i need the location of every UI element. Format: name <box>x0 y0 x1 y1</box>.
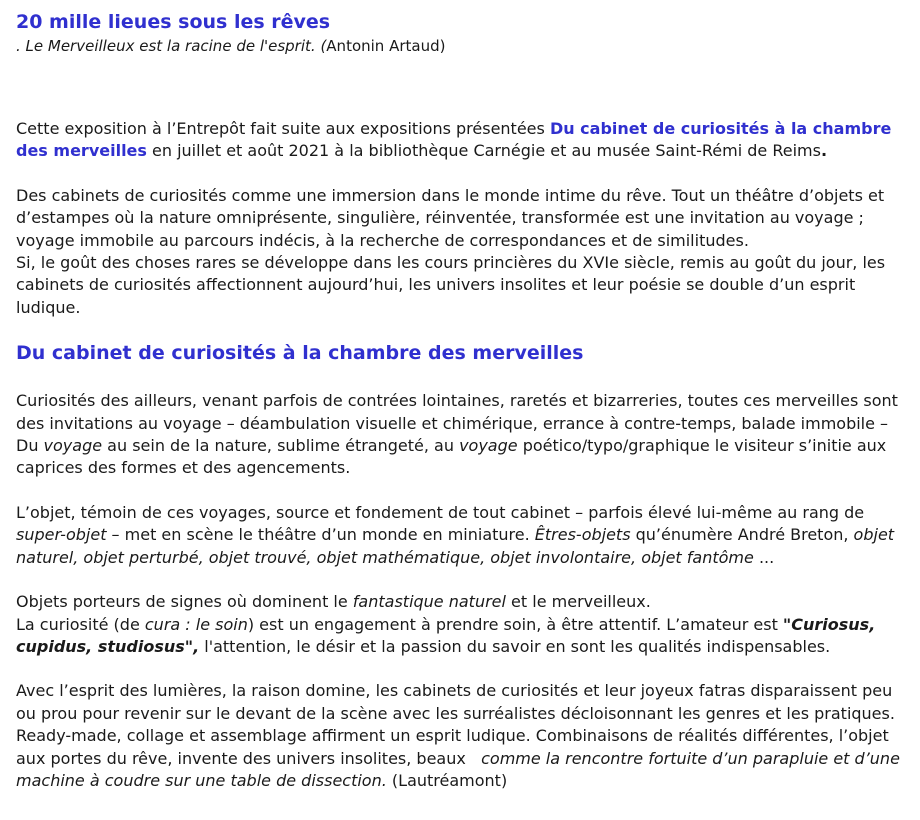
text-run: Objets porteurs de signes où dominent le <box>16 592 353 612</box>
section-heading-cabinet: Du cabinet de curiosités à la chambre des merveilles <box>16 342 584 365</box>
paragraph-cabinets-immersion <box>16 185 906 319</box>
text-run: Curiosités des ailleurs, venant parfois de contrées lointaines, raretés et bizarreries, toutes ces merveilles sont des invitations au voyage – déambulation visuelle et chimérique, errance à contre-temps, balade immobile – Du <box>16 391 904 456</box>
text-run: qu’énumère André Breton, <box>630 525 854 545</box>
document-subtitle <box>16 36 906 57</box>
text-run: en juillet et août 2021 à la bibliothèque Carnégie et au musée Saint-Rémi de Reims <box>146 141 821 161</box>
text-run: fantastique naturel <box>352 592 506 612</box>
text-run: ... <box>753 547 775 567</box>
text-run: – met en scène le théâtre d’un monde en miniature. <box>106 525 535 545</box>
paragraph-curiosite-cura <box>16 591 906 658</box>
text-run: (Lautréamont) <box>386 770 508 790</box>
text-run: . <box>820 141 828 161</box>
text-run: Si, le goût des choses rares se développe dans les cours princières du XVIe siècle, remis au goût du jour, les cabinets de curiosités affectionnent aujourd’hui, les univers insolites et leur poésie se double d’un esprit ludique. <box>16 253 891 317</box>
paragraph-objet-temoin <box>16 502 906 569</box>
text-run: poético/typo/graphique le visiteur s’initie aux caprices des formes et des agencements. <box>16 436 892 478</box>
text-run: Êtres-objets <box>534 525 631 545</box>
text-run: Antonin Artaud) <box>326 37 446 55</box>
paragraph-intro-exposition <box>16 118 906 163</box>
paragraph-surrealistes <box>16 680 906 792</box>
text-run: "Curiosus, cupidus, studiosus", <box>16 614 881 656</box>
text-run: Des cabinets de curiosités comme une immersion dans le monde intime du rêve. Tout un théâtre d’objets et d’estampes où la nature omniprésente, singulière, réinventée, transformée est une invitation au voyage ; voyage immobile au parcours indécis, à la recherche de correspondances et de similitudes. <box>16 185 890 250</box>
paragraph-curiosites-ailleurs <box>16 390 906 480</box>
text-run: voyage <box>459 436 518 456</box>
text-run: . Le Merveilleux est la racine de l'esprit. ( <box>16 37 327 55</box>
text-run: La curiosité (de <box>16 614 145 634</box>
document-title: 20 mille lieues sous les rêves <box>16 11 331 33</box>
text-run: ) est un engagement à prendre soin, à être attentif. L’amateur est <box>247 614 783 634</box>
text-run: L’objet, témoin de ces voyages, source et fondement de tout cabinet – parfois élevé lui-même au rang de <box>16 502 870 522</box>
text-run: Du cabinet de curiosités à la chambre des merveilles <box>16 119 897 161</box>
text-run: Cette exposition à l’Entrepôt fait suite aux expositions présentées <box>16 119 550 138</box>
text-run: objet naturel, objet perturbé, objet trouvé, objet mathématique, objet involontaire, objet fantôme <box>16 525 900 567</box>
text-run: et le merveilleux. <box>505 592 651 612</box>
text-run: voyage <box>43 436 103 456</box>
text-run: comme la rencontre fortuite d’un parapluie et d’une machine à coudre sur une table de dissection. <box>16 748 905 790</box>
text-run: au sein de la nature, sublime étrangeté, au <box>102 436 460 456</box>
text-run: l'attention, le désir et la passion du savoir en sont les qualités indispensables. <box>199 636 831 656</box>
text-run: super-objet <box>16 525 107 545</box>
text-run: Avec l’esprit des lumières, la raison domine, les cabinets de curiosités et leur joyeux fatras disparaissent peu ou prou pour revenir sur le devant de la scène avec les surréalistes décloisonnant les genres et les pratiques. Ready-made, collage et assemblage affirment un esprit ludique. Combinaisons de réalités différentes, l’objet aux portes du rêve, invente des univers insolites, beaux <box>16 681 901 768</box>
text-run: cura : le soin <box>144 614 248 634</box>
